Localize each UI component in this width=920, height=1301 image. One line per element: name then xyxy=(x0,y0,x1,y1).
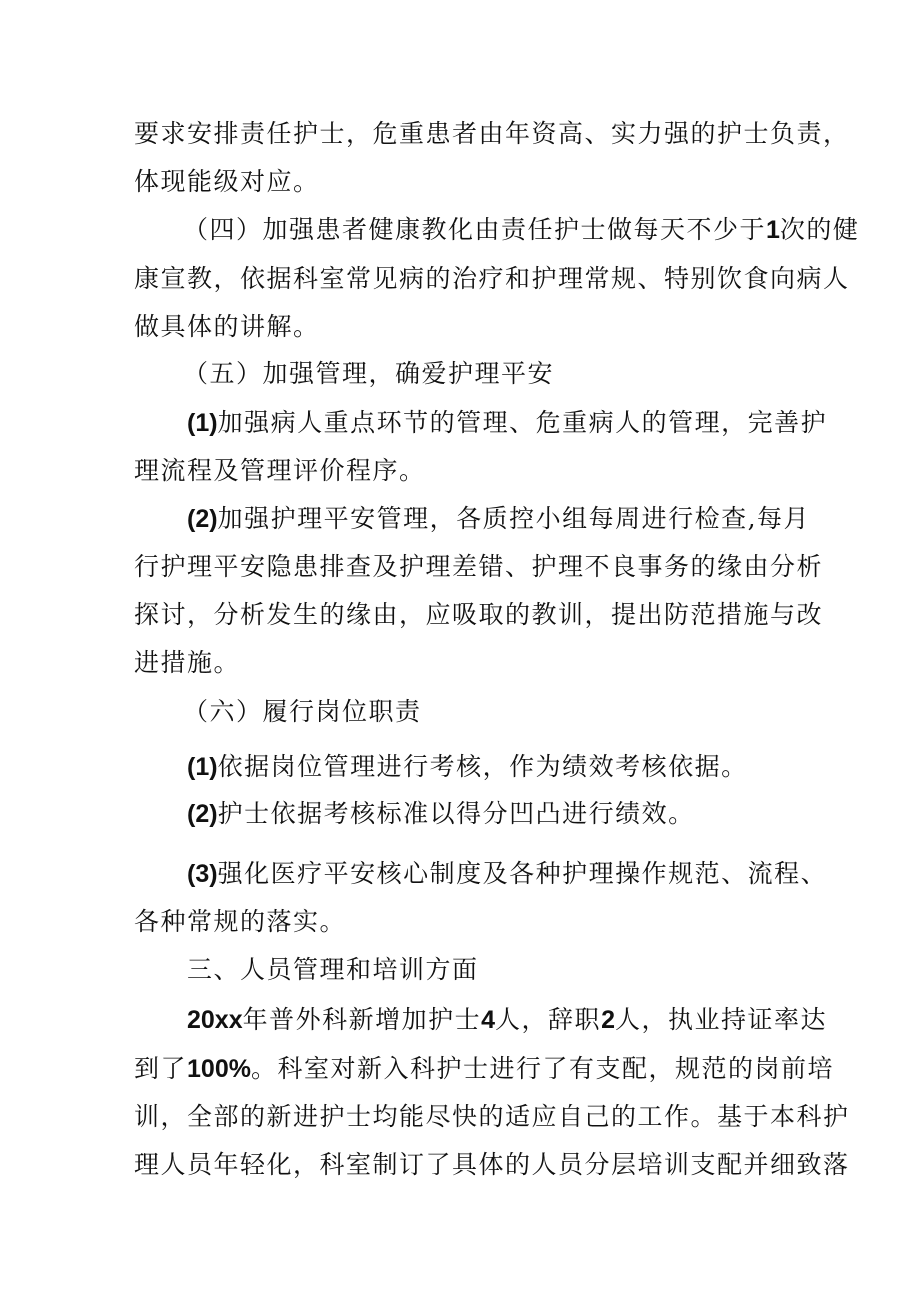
text: 护士依据考核标准以得分凹凸进行绩效。 xyxy=(217,799,695,828)
paragraph-line xyxy=(187,1003,847,1037)
paragraph-line: 行护理平安隐患排查及护理差错、护理不良事务的缘由分析 xyxy=(134,552,824,581)
number: 20xx xyxy=(187,1006,243,1034)
paragraph-line xyxy=(134,1052,834,1086)
paragraph-line: 各种常规的落实。 xyxy=(134,907,347,936)
section-heading: （五）加强管理，确爱护理平安 xyxy=(183,359,555,388)
text: 人，辞职 xyxy=(495,1005,602,1034)
number: 100% xyxy=(187,1055,251,1083)
list-number: (2) xyxy=(187,800,218,828)
paragraph-line: 做具体的讲解。 xyxy=(134,312,320,341)
paragraph-line xyxy=(187,857,847,891)
paragraph-line: 进措施。 xyxy=(134,648,241,677)
list-number: (2) xyxy=(187,505,218,533)
text: 加强护理平安管理，各质控小组每周进行检查,每月 xyxy=(217,504,811,533)
paragraph-line: 要求安排责任护士，危重患者由年资高、实力强的护士负责， xyxy=(134,119,850,148)
paragraph-line: 理流程及管理评价程序。 xyxy=(134,456,426,485)
number: 1 xyxy=(766,216,780,244)
paragraph-line: 体现能级对应。 xyxy=(134,167,320,196)
text: 加强病人重点环节的管理、危重病人的管理，完善护 xyxy=(217,408,828,437)
paragraph-line xyxy=(187,797,847,831)
list-number: (3) xyxy=(187,860,218,888)
text: （四）加强患者健康教化由责任护士做每天不少于 xyxy=(183,215,767,244)
paragraph-line xyxy=(187,406,847,440)
list-number: (1) xyxy=(187,409,218,437)
paragraph-line xyxy=(183,213,860,247)
paragraph-line xyxy=(187,502,847,536)
text: 。科室对新入科护士进行了有支配，规范的岗前培 xyxy=(250,1054,834,1083)
text: 年普外科新增加护士 xyxy=(242,1005,482,1034)
text: 强化医疗平安核心制度及各种护理操作规范、流程、 xyxy=(217,859,828,888)
section-heading: （六）履行岗位职责 xyxy=(183,697,422,726)
list-number: (1) xyxy=(187,753,218,781)
text: 人，执业持证率达 xyxy=(614,1005,827,1034)
text: 依据岗位管理进行考核，作为绩效考核依据。 xyxy=(217,752,748,781)
section-heading: 三、人员管理和培训方面 xyxy=(187,955,479,984)
paragraph-line xyxy=(187,750,847,784)
number: 2 xyxy=(601,1006,615,1034)
number: 4 xyxy=(481,1006,496,1034)
paragraph-line: 理人员年轻化，科室制订了具体的人员分层培训支配并细致落 xyxy=(134,1150,850,1179)
paragraph-line: 训，全部的新进护士均能尽快的适应自己的工作。基于本科护 xyxy=(134,1102,850,1131)
paragraph-line: 康宣教，依据科室常见病的治疗和护理常规、特别饮食向病人 xyxy=(134,264,850,293)
paragraph-line: 探讨，分析发生的缘由，应吸取的教训，提出防范措施与改 xyxy=(134,600,824,629)
text: 次的健 xyxy=(779,215,860,244)
text: 到了 xyxy=(134,1054,188,1083)
